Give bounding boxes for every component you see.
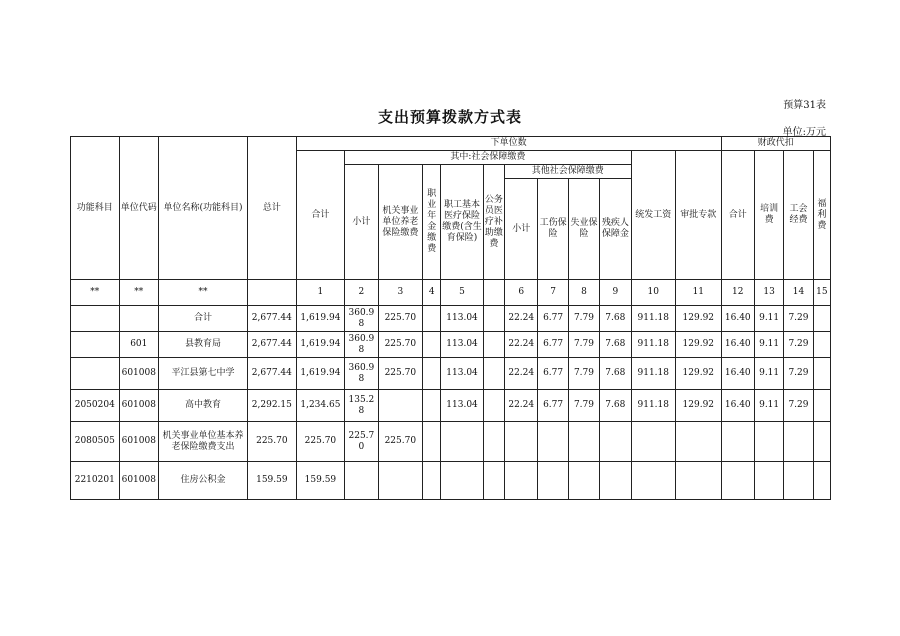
table-cell bbox=[423, 462, 441, 500]
table-cell: 7.79 bbox=[568, 358, 599, 390]
table-cell bbox=[378, 390, 423, 422]
index-cell: 12 bbox=[721, 280, 754, 306]
header-annuity: 职业年金缴费 bbox=[423, 165, 441, 280]
table-cell: 2,677.44 bbox=[248, 358, 297, 390]
index-cell: 7 bbox=[538, 280, 568, 306]
index-cell: 13 bbox=[754, 280, 783, 306]
header-payroll: 统发工资 bbox=[631, 151, 676, 280]
table-cell bbox=[568, 462, 599, 500]
table-cell bbox=[505, 462, 538, 500]
index-cell: 4 bbox=[423, 280, 441, 306]
table-cell: 2050204 bbox=[71, 390, 120, 422]
index-row bbox=[71, 280, 831, 306]
table-cell: 2,292.15 bbox=[248, 390, 297, 422]
table-cell bbox=[441, 422, 484, 462]
header-si-subtotal: 小计 bbox=[345, 165, 378, 280]
table-cell bbox=[423, 306, 441, 332]
header-subtotal: 合计 bbox=[296, 151, 345, 280]
table-cell: 9.11 bbox=[754, 332, 783, 358]
table-cell: 113.04 bbox=[441, 390, 484, 422]
table-cell bbox=[423, 332, 441, 358]
table-cell bbox=[483, 390, 504, 422]
index-cell: 2 bbox=[345, 280, 378, 306]
table-cell: 16.40 bbox=[721, 390, 754, 422]
table-cell: 1,619.94 bbox=[296, 358, 345, 390]
header-other-subtotal: 小计 bbox=[505, 179, 538, 280]
table-cell: 360.98 bbox=[345, 332, 378, 358]
table-row bbox=[71, 358, 831, 390]
unit-name-cell: 机关事业单位基本养老保险缴费支出 bbox=[159, 422, 248, 462]
table-cell bbox=[483, 462, 504, 500]
index-cell: 3 bbox=[378, 280, 423, 306]
index-cell bbox=[248, 280, 297, 306]
table-cell bbox=[483, 358, 504, 390]
table-cell bbox=[71, 306, 120, 332]
table-cell: 225.70 bbox=[378, 358, 423, 390]
table-cell: 601008 bbox=[119, 462, 158, 500]
table-cell: 7.29 bbox=[784, 332, 813, 358]
table-row bbox=[71, 390, 831, 422]
table-cell: 601 bbox=[119, 332, 158, 358]
unit-name-cell: 合计 bbox=[159, 306, 248, 332]
table-cell bbox=[721, 462, 754, 500]
table-cell: 159.59 bbox=[296, 462, 345, 500]
header-medical: 职工基本医疗保险缴费(含生育保险) bbox=[441, 165, 484, 280]
table-cell: 113.04 bbox=[441, 332, 484, 358]
table-cell: 7.29 bbox=[784, 390, 813, 422]
table-cell bbox=[600, 462, 631, 500]
table-cell bbox=[813, 462, 830, 500]
table-cell: 911.18 bbox=[631, 390, 676, 422]
table-cell bbox=[784, 422, 813, 462]
table-cell: 16.40 bbox=[721, 358, 754, 390]
table-cell bbox=[631, 422, 676, 462]
table-cell bbox=[631, 462, 676, 500]
table-cell: 135.28 bbox=[345, 390, 378, 422]
header-civil-medical: 公务员医疗补助缴费 bbox=[483, 165, 504, 280]
table-cell: 9.11 bbox=[754, 390, 783, 422]
table-cell: 7.79 bbox=[568, 390, 599, 422]
table-cell: 129.92 bbox=[676, 306, 722, 332]
unit-name-cell: 高中教育 bbox=[159, 390, 248, 422]
table-cell: 6.77 bbox=[538, 306, 568, 332]
table-cell: 113.04 bbox=[441, 358, 484, 390]
table-cell: 9.11 bbox=[754, 358, 783, 390]
index-cell: 5 bbox=[441, 280, 484, 306]
index-cell: 11 bbox=[676, 280, 722, 306]
header-fiscal: 财政代扣 bbox=[721, 137, 830, 151]
index-cell: 1 bbox=[296, 280, 345, 306]
header-unit-code: 单位代码 bbox=[119, 137, 158, 280]
table-cell: 2,677.44 bbox=[248, 332, 297, 358]
table-cell: 6.77 bbox=[538, 332, 568, 358]
table-cell bbox=[600, 422, 631, 462]
table-cell: 360.98 bbox=[345, 358, 378, 390]
table-cell: 7.29 bbox=[784, 306, 813, 332]
index-cell: 10 bbox=[631, 280, 676, 306]
table-cell: 1,619.94 bbox=[296, 332, 345, 358]
table-cell bbox=[483, 306, 504, 332]
table-cell: 7.79 bbox=[568, 332, 599, 358]
header-pension: 机关事业单位养老保险缴费 bbox=[378, 165, 423, 280]
table-cell: 225.70 bbox=[248, 422, 297, 462]
table-cell: 225.70 bbox=[345, 422, 378, 462]
table-cell: 225.70 bbox=[378, 422, 423, 462]
table-row bbox=[71, 306, 831, 332]
table-cell: 1,234.65 bbox=[296, 390, 345, 422]
table-cell: 7.68 bbox=[600, 332, 631, 358]
header-disability: 残疾人保障金 bbox=[600, 179, 631, 280]
table-cell bbox=[813, 332, 830, 358]
unit-name-cell: 平江县第七中学 bbox=[159, 358, 248, 390]
table-cell bbox=[721, 422, 754, 462]
table-cell: 2080505 bbox=[71, 422, 120, 462]
table-cell: 129.92 bbox=[676, 332, 722, 358]
table-cell: 113.04 bbox=[441, 306, 484, 332]
table-cell: 601008 bbox=[119, 390, 158, 422]
header-unemployment: 失业保险 bbox=[568, 179, 599, 280]
index-cell: 14 bbox=[784, 280, 813, 306]
header-social-insurance: 其中:社会保障缴费 bbox=[345, 151, 631, 165]
table-cell: 911.18 bbox=[631, 332, 676, 358]
table-cell: 9.11 bbox=[754, 306, 783, 332]
table-cell: 601008 bbox=[119, 422, 158, 462]
table-cell bbox=[441, 462, 484, 500]
table-cell bbox=[483, 422, 504, 462]
table-cell: 225.70 bbox=[296, 422, 345, 462]
index-cell: 8 bbox=[568, 280, 599, 306]
table-cell: 225.70 bbox=[378, 306, 423, 332]
table-cell: 7.79 bbox=[568, 306, 599, 332]
index-cell: ** bbox=[119, 280, 158, 306]
table-cell bbox=[378, 462, 423, 500]
table-cell bbox=[813, 358, 830, 390]
table-cell bbox=[754, 422, 783, 462]
unit-name-cell: 县教育局 bbox=[159, 332, 248, 358]
table-cell bbox=[505, 422, 538, 462]
index-cell: ** bbox=[159, 280, 248, 306]
budget-table bbox=[70, 136, 831, 500]
header-training: 培训费 bbox=[754, 151, 783, 280]
table-cell: 22.24 bbox=[505, 358, 538, 390]
table-cell: 911.18 bbox=[631, 358, 676, 390]
table-row bbox=[71, 332, 831, 358]
table-cell bbox=[483, 332, 504, 358]
header-total: 总计 bbox=[248, 137, 297, 280]
index-cell: 15 bbox=[813, 280, 830, 306]
table-cell bbox=[538, 422, 568, 462]
index-cell: 6 bbox=[505, 280, 538, 306]
table-cell: 360.98 bbox=[345, 306, 378, 332]
table-cell bbox=[71, 358, 120, 390]
table-cell: 7.68 bbox=[600, 306, 631, 332]
table-cell bbox=[568, 422, 599, 462]
header-lower-unit: 下单位数 bbox=[296, 137, 721, 151]
table-cell: 6.77 bbox=[538, 390, 568, 422]
table-cell: 22.24 bbox=[505, 306, 538, 332]
table-cell bbox=[676, 462, 722, 500]
table-cell bbox=[754, 462, 783, 500]
table-cell bbox=[538, 462, 568, 500]
table-cell: 2,677.44 bbox=[248, 306, 297, 332]
index-cell: 9 bbox=[600, 280, 631, 306]
header-injury: 工伤保险 bbox=[538, 179, 568, 280]
unit-label: 单位:万元 bbox=[782, 127, 826, 138]
header-union: 工会经费 bbox=[784, 151, 813, 280]
table-cell: 129.92 bbox=[676, 390, 722, 422]
table-cell: 601008 bbox=[119, 358, 158, 390]
table-cell: 225.70 bbox=[378, 332, 423, 358]
table-cell: 911.18 bbox=[631, 306, 676, 332]
header-unit-name: 单位名称(功能科目) bbox=[159, 137, 248, 280]
table-cell: 22.24 bbox=[505, 390, 538, 422]
header-func-code: 功能科目 bbox=[71, 137, 120, 280]
table-cell bbox=[119, 306, 158, 332]
table-cell bbox=[71, 332, 120, 358]
index-cell bbox=[483, 280, 504, 306]
table-cell: 16.40 bbox=[721, 332, 754, 358]
table-cell: 6.77 bbox=[538, 358, 568, 390]
table-cell bbox=[423, 390, 441, 422]
header-approved: 审批专款 bbox=[676, 151, 722, 280]
table-cell bbox=[345, 462, 378, 500]
table-row bbox=[71, 422, 831, 462]
unit-name-cell: 住房公积金 bbox=[159, 462, 248, 500]
header-welfare: 福利费 bbox=[813, 151, 830, 280]
table-cell: 159.59 bbox=[248, 462, 297, 500]
table-cell bbox=[813, 306, 830, 332]
table-cell: 129.92 bbox=[676, 358, 722, 390]
table-cell: 7.68 bbox=[600, 390, 631, 422]
index-cell: ** bbox=[71, 280, 120, 306]
table-cell bbox=[423, 358, 441, 390]
page-title: 支出预算拨款方式表 bbox=[377, 108, 522, 126]
table-cell: 7.29 bbox=[784, 358, 813, 390]
table-cell bbox=[784, 462, 813, 500]
table-cell: 7.68 bbox=[600, 358, 631, 390]
header-fiscal-total: 合计 bbox=[721, 151, 754, 280]
table-cell: 16.40 bbox=[721, 306, 754, 332]
table-cell bbox=[813, 390, 830, 422]
header-other-si: 其他社会保障缴费 bbox=[505, 165, 631, 179]
table-row bbox=[71, 462, 831, 500]
table-cell bbox=[813, 422, 830, 462]
table-code: 预算31表 bbox=[783, 100, 826, 111]
table-cell: 2210201 bbox=[71, 462, 120, 500]
table-cell bbox=[676, 422, 722, 462]
table-cell: 22.24 bbox=[505, 332, 538, 358]
table-cell bbox=[423, 422, 441, 462]
table-cell: 1,619.94 bbox=[296, 306, 345, 332]
